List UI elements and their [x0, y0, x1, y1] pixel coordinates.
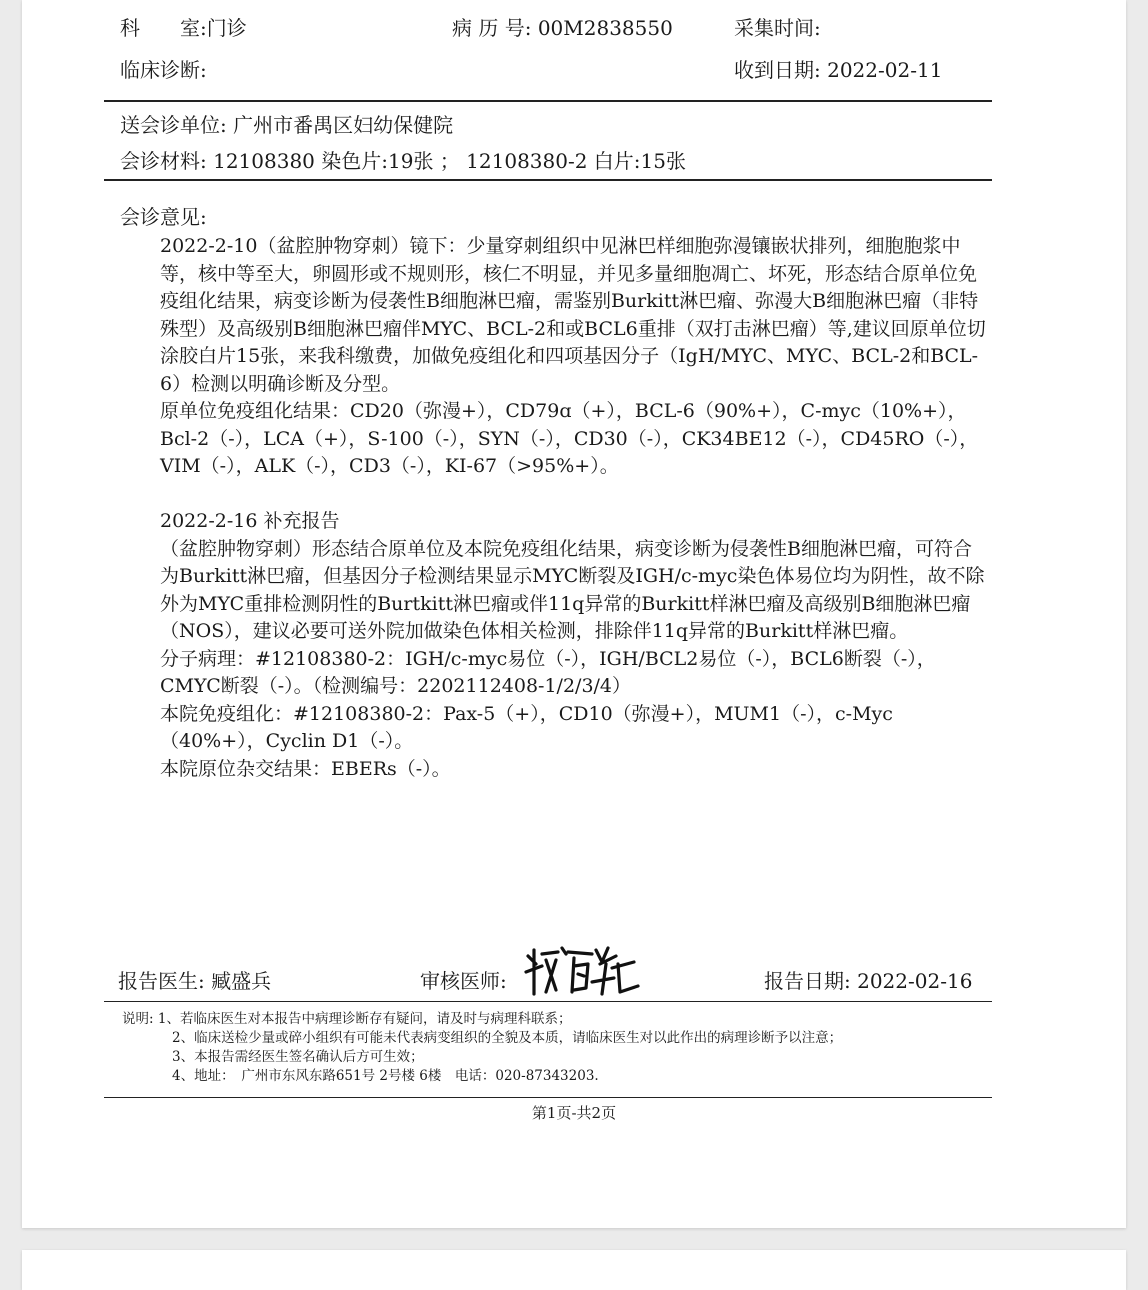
next-page-edge: [22, 1250, 1126, 1290]
note-item: 说明: 1、若临床医生对本报告中病理诊断存有疑问，请及时与病理科联系；: [122, 1011, 572, 1027]
consult-unit-label: 送会诊单位:: [120, 113, 227, 137]
opinion-title: 会诊意见:: [120, 205, 207, 229]
note-item: 2、临床送检少量或碎小组织有可能未代表病变组织的全貌及本质，请临床医生对以此作出的病理诊断予以注意；: [172, 1030, 843, 1046]
consult-unit-field: [120, 111, 453, 139]
footer-bottom-divider: [104, 1097, 992, 1098]
report-date-value: 2022-02-16: [857, 969, 973, 993]
received-date-value: 2022-02-11: [827, 58, 943, 82]
consult-material-value: 12108380 染色片:19张 ； 12108380-2 白片:15张: [213, 149, 686, 173]
reporting-doctor-field: [118, 967, 271, 995]
opinion-paragraph-original-ihc: 原单位免疫组化结果：CD20（弥漫+），CD79ɑ（+），BCL-6（90%+），C-myc（10%+），Bcl-2（-），LCA（+），S-100（-），SYN（-），CD30（-），CK34BE12（-），CD45RO（-），VIM（-），ALK（-），CD3（-），KI-67（>95%+）。: [160, 400, 979, 477]
opinion-paragraph-local-ihc: 本院免疫组化：#12108380-2：Pax-5（+），CD10（弥漫+），MUM1（-），c-Myc（40%+），Cyclin D1（-）。: [160, 702, 893, 752]
report-page: [22, 0, 1126, 1228]
opinion-paragraph-supplement-title: 2022-2-16 补充报告: [160, 510, 340, 532]
record-number-label: 病 历 号:: [452, 16, 532, 40]
consult-unit-value: 广州市番禺区妇幼保健院: [233, 113, 454, 137]
report-date-label: 报告日期:: [764, 969, 851, 993]
report-date-field: [764, 967, 972, 995]
department-field: [120, 14, 247, 42]
received-date-label: 收到日期:: [734, 58, 821, 82]
opinion-body: [160, 233, 990, 783]
consult-divider: [104, 179, 992, 181]
header-divider: [104, 100, 992, 102]
notes-label: 说明:: [122, 1011, 154, 1027]
footer-top-divider: [104, 1001, 992, 1002]
collection-time-label: 采集时间:: [734, 16, 821, 40]
note-item: 3、本报告需经医生签名确认后方可生效；: [172, 1049, 424, 1065]
department-label: 科 室:: [120, 16, 207, 40]
reviewer-signature: [522, 942, 640, 1000]
opinion-paragraph-molecular: 分子病理：#12108380-2：IGH/c-myc易位（-），IGH/BCL2易位（-），BCL6断裂（-），CMYC断裂（-）。（检测编号：2202112408-1/2/3/4）: [160, 647, 936, 697]
opinion-paragraph-supplement: （盆腔肿物穿刺）形态结合原单位及本院免疫组化结果，病变诊断为侵袭性B细胞淋巴瘤，可符合为Burkitt淋巴瘤，但基因分子检测结果显示MYC断裂及IGH/c-myc染色体易位均为阴性，故不除外为MYC重排检测阴性的Burtkitt淋巴瘤或伴11q异常的Burkitt样淋巴瘤及高级别B细胞淋巴瘤（NOS），建议必要可送外院加做染色体相关检测，排除伴11q异常的Burkitt样淋巴瘤。: [160, 537, 985, 642]
reviewing-doctor-label: 审核医师:: [420, 969, 507, 993]
opinion-paragraph-ish: 本院原位杂交结果：EBERs（-）。: [160, 757, 451, 780]
note-item: 4、地址： 广州市东风东路651号 2号楼 6楼 电话：020-87343203.: [172, 1068, 599, 1084]
clinical-diagnosis-field: [120, 56, 207, 84]
reporting-doctor-value: 臧盛兵: [211, 969, 272, 993]
notes-section: [122, 1010, 842, 1086]
clinical-diagnosis-label: 临床诊断:: [120, 58, 207, 82]
consult-material-field: [120, 147, 686, 175]
opinion-paragraph-microscopy: 2022-2-10（盆腔肿物穿刺）镜下：少量穿刺组织中见淋巴样细胞弥漫镶嵌状排列，细胞胞浆中等，核中等至大，卵圆形或不规则形，核仁不明显，并见多量细胞凋亡、坏死，形态结合原单位免疫组化结果，病变诊断为侵袭性B细胞淋巴瘤，需鉴别Burkitt淋巴瘤、弥漫大B细胞淋巴瘤（非特殊型）及高级别B细胞淋巴瘤伴MYC、BCL-2和或BCL6重排（双打击淋巴瘤）等,建议回原单位切涂胶白片15张，来我科缴费，加做免疫组化和四项基因分子（IgH/MYC、MYC、BCL-2和BCL-6）检测以明确诊断及分型。: [160, 235, 986, 395]
page-number: 第1页-共2页: [531, 1104, 617, 1122]
reporting-doctor-label: 报告医生:: [118, 969, 205, 993]
record-number-value: 00M2838550: [537, 16, 673, 40]
reviewing-doctor-field: [420, 967, 507, 995]
consult-material-label: 会诊材料:: [120, 149, 207, 173]
record-number-field: [452, 14, 673, 42]
department-value: 门诊: [206, 16, 247, 40]
collection-time-field: [734, 14, 821, 42]
received-date-field: [734, 56, 942, 84]
